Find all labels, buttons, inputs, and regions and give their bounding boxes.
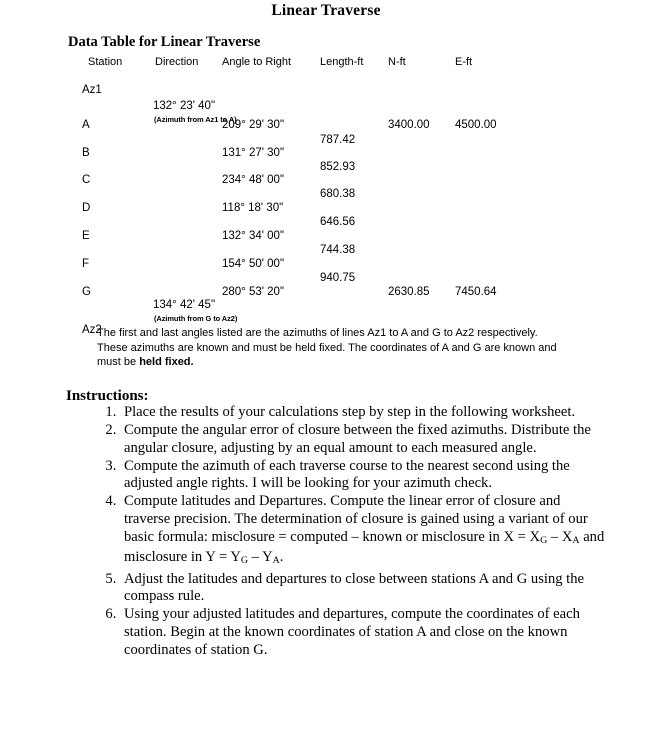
table-row-station-label: Az2: [82, 324, 102, 336]
length-value: 744.38: [320, 244, 356, 256]
instruction-item: 1. Place the results of your calculations step by step in the following worksheet.: [120, 404, 610, 422]
table-row-station-label: F: [82, 258, 90, 270]
formula-text-1: Compute latitudes and Departures. Compute the linear error of closure and traverse precision. The determination of closure is gained using a variant of our basic formula: misclosure = computed – known or misclosure in X = X: [124, 493, 588, 545]
table-row-station-label: A: [82, 119, 90, 131]
fixed-note-emphasis: held fixed.: [139, 356, 194, 368]
formula-subscript-g1: G: [540, 534, 548, 546]
column-header-e-ft: E-ft: [455, 56, 473, 68]
column-header-angle-to-right: Angle to Right: [222, 56, 292, 68]
instructions-heading: Instructions:: [66, 388, 149, 404]
east-coordinate-value: 7450.64: [455, 286, 497, 298]
column-header-station: Station: [88, 56, 123, 68]
formula-subscript-a2: A: [272, 555, 280, 567]
formula-text-3: and misclosure in Y = Y: [124, 528, 605, 566]
column-header-direction: Direction: [155, 56, 199, 68]
length-value: 787.42: [320, 134, 356, 146]
instruction-item: 3. Compute the azimuth of each traverse course to the nearest second using the adjusted angle rights. I will be looking for your azimuth check.: [120, 458, 610, 493]
angle-to-right-value: 131° 27' 30": [222, 147, 285, 159]
formula-text-2: – X: [547, 528, 573, 545]
angle-to-right-value: 118° 18' 30": [222, 202, 284, 214]
direction-azimuth-start-note: (Azimuth from Az1 to A): [154, 115, 237, 124]
section-heading: Data Table for Linear Traverse: [68, 34, 261, 50]
table-row-station-label: G: [82, 286, 91, 298]
formula-text-5: .: [279, 549, 284, 566]
column-header-n-ft: N-ft: [388, 56, 406, 68]
angle-to-right-value: 234° 48' 00": [222, 174, 285, 186]
direction-azimuth-start: 132° 23' 40": [153, 100, 216, 112]
table-row-station-label: C: [82, 174, 91, 186]
fixed-azimuth-note: [97, 326, 563, 370]
column-header-length-ft: Length-ft: [320, 56, 364, 68]
formula-text-4: – Y: [248, 549, 273, 566]
angle-to-right-value: 132° 34' 00": [222, 230, 285, 242]
instruction-item: 2. Compute the angular error of closure between the fixed azimuths. Distribute the angular closure, adjusting by an equal amount to each measured angle.: [120, 422, 610, 457]
length-value: 852.93: [320, 161, 356, 173]
fixed-note-text: The first and last angles listed are the azimuths of lines Az1 to A and G to Az2 respectively. These azimuths are known and must be held fixed. The coordinates of A and G are known and must be: [97, 327, 557, 368]
angle-to-right-value: 280° 53' 20": [222, 286, 285, 298]
east-coordinate-value: 4500.00: [455, 119, 497, 131]
table-row-station-label: D: [82, 202, 91, 214]
north-coordinate-value: 2630.85: [388, 286, 430, 298]
table-row-station-label: Az1: [82, 84, 102, 96]
formula-subscript-g2: G: [240, 555, 249, 567]
length-value: 646.56: [320, 216, 356, 228]
north-coordinate-value: 3400.00: [388, 119, 430, 131]
angle-to-right-value: 209° 29' 30": [222, 119, 285, 131]
instructions-list: [86, 404, 610, 660]
table-row-station-label: B: [82, 147, 90, 159]
length-value: 680.38: [320, 188, 356, 200]
length-value: 940.75: [320, 272, 356, 284]
instruction-item: 5. Adjust the latitudes and departures to close between stations A and G using the compass rule.: [120, 571, 610, 606]
instruction-item-formula: [120, 493, 610, 570]
angle-to-right-value: 154° 50' 00": [222, 258, 285, 270]
direction-azimuth-end-note: (Azimuth from G to Az2): [154, 314, 238, 323]
direction-azimuth-end: 134° 42' 45": [153, 299, 216, 311]
instruction-item: 6. Using your adjusted latitudes and departures, compute the coordinates of each station. Begin at the known coordinates of station A and close on the known coordinates of station G.: [120, 606, 610, 659]
page-title: Linear Traverse: [271, 2, 381, 19]
formula-subscript-a1: A: [572, 534, 580, 546]
table-row-station-label: E: [82, 230, 90, 242]
